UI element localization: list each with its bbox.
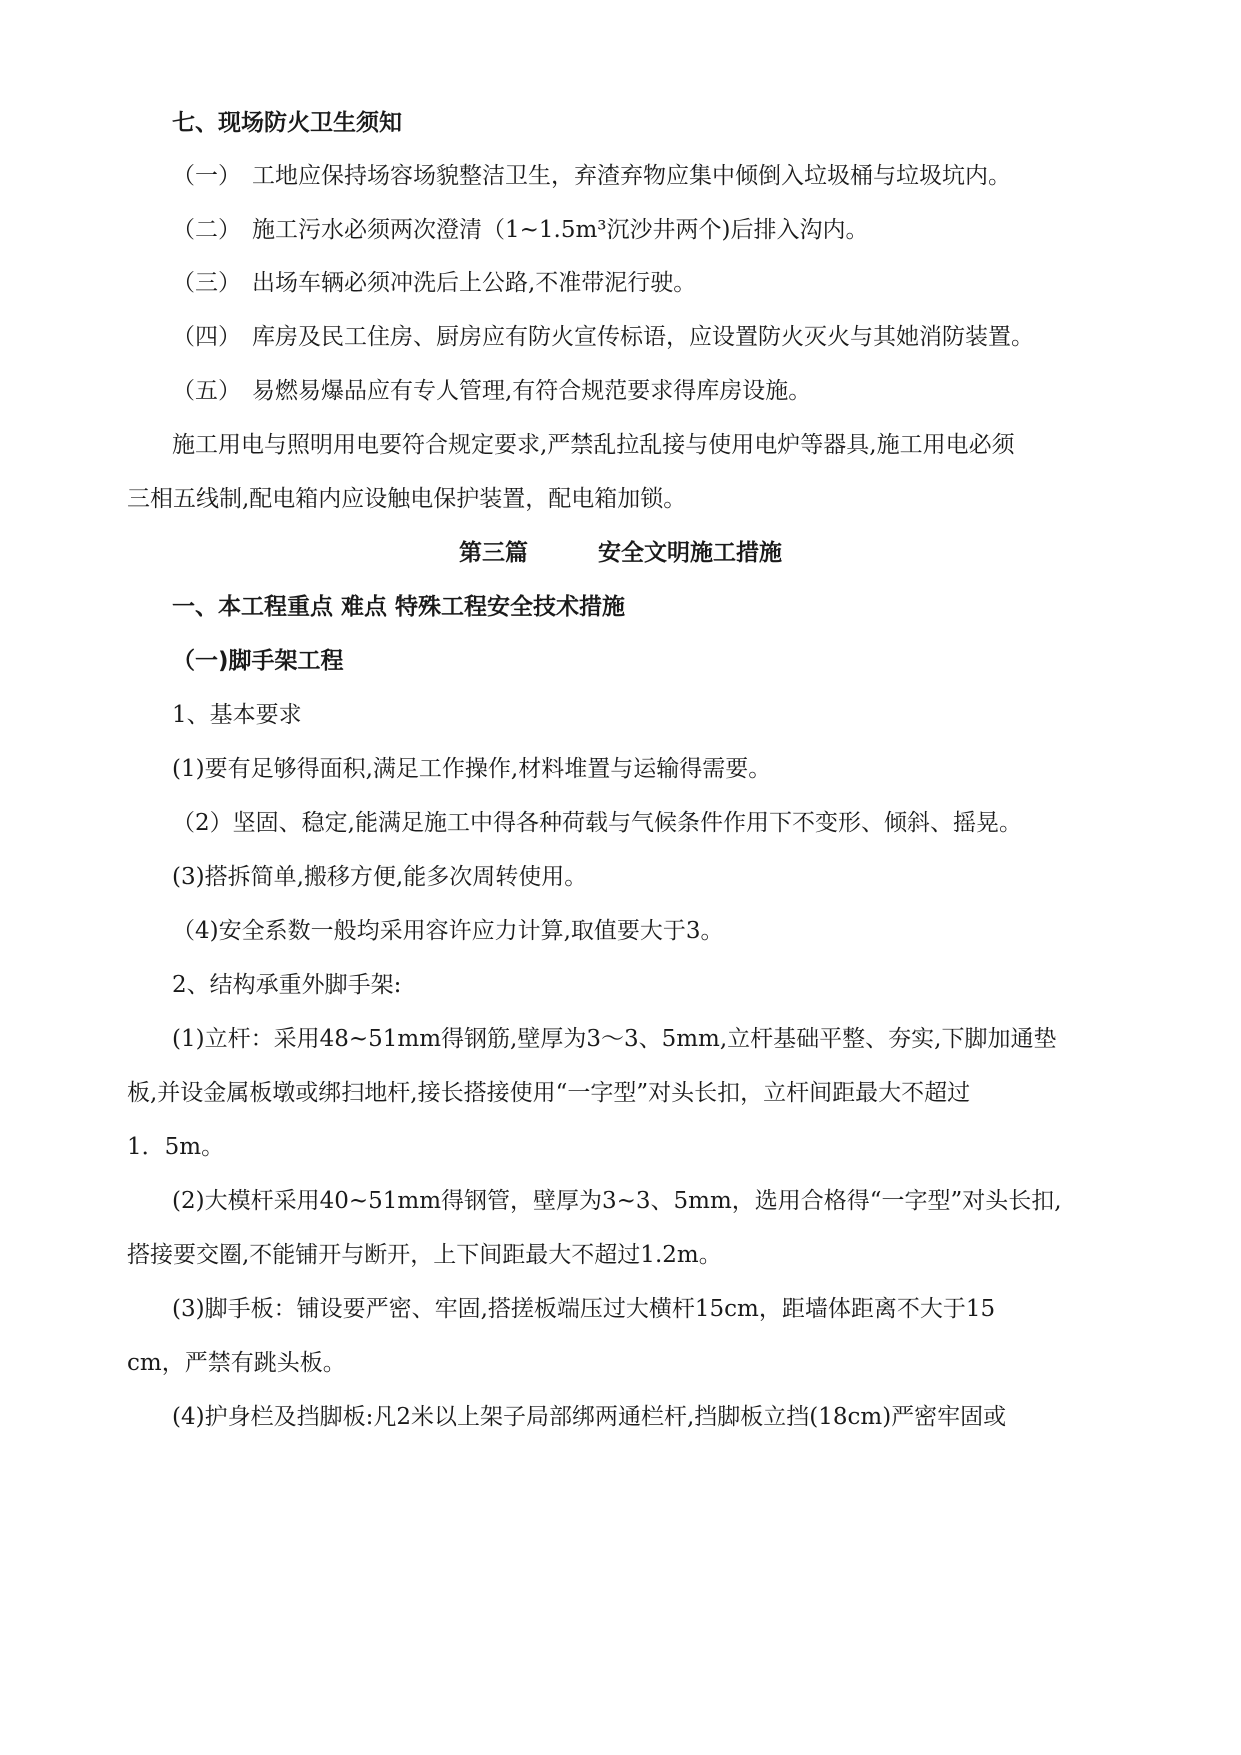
part-title-text: 安全文明施工措施	[598, 540, 782, 566]
list-item-text: 易燃易爆品应有专人管理,有符合规范要求得库房设施。	[252, 378, 812, 404]
list-item	[172, 161, 1011, 191]
paragraph-title: 1、基本要求	[172, 702, 302, 728]
paragraph-line: 1．5m。	[127, 1134, 225, 1160]
list-item	[172, 322, 1034, 352]
list-item	[172, 376, 811, 406]
paragraph-line: (3)脚手板：铺设要严密、牢固,搭搓板端压过大横杆15cm，距墙体距离不大于15	[172, 1296, 996, 1322]
list-item-number: （三）	[172, 270, 241, 296]
list-item: (1)要有足够得面积,满足工作操作,材料堆置与运输得需要。	[172, 756, 772, 782]
section-heading: 一、本工程重点 难点 特殊工程安全技术措施	[172, 594, 626, 620]
list-item: （4)安全系数一般均采用容许应力计算,取值要大于3。	[172, 918, 724, 944]
paragraph-line: 施工用电与照明用电要符合规定要求,严禁乱拉乱接与使用电炉等器具,施工用电必须	[172, 432, 1015, 458]
part-title-number: 第三篇	[459, 540, 528, 566]
list-item: (3)搭拆简单,搬移方便,能多次周转使用。	[172, 864, 588, 890]
paragraph-line: (2)大模杆采用40~51mm得钢管，壁厚为3~3、5mm，选用合格得“一字型”对头长扣,	[172, 1188, 1062, 1214]
list-item-text: 库房及民工住房、厨房应有防火宣传标语，应设置防火灭火与其她消防装置。	[252, 324, 1034, 350]
part-title	[0, 538, 1241, 568]
list-item-number: （五）	[172, 378, 241, 404]
paragraph-line: 三相五线制,配电箱内应设触电保护装置，配电箱加锁。	[127, 486, 687, 512]
paragraph-line: (1)立杆：采用48~51mm得钢筋,壁厚为3～3、5mm,立杆基础平整、夯实,下脚加通垫	[172, 1026, 1057, 1052]
paragraph-line: 搭接要交圈,不能铺开与断开，上下间距最大不超过1.2m。	[127, 1242, 722, 1268]
list-item-number: （一）	[172, 163, 241, 189]
paragraph-line: 板,并设金属板墩或绑扫地杆,接长搭接使用“一字型”对头长扣，立杆间距最大不超过	[127, 1080, 971, 1106]
subsection-heading: （一)脚手架工程	[172, 648, 344, 674]
paragraph-line: (4)护身栏及挡脚板:凡2米以上架子局部绑两通栏杆,挡脚板立挡(18cm)严密牢固或	[172, 1404, 1007, 1430]
paragraph-title: 2、结构承重外脚手架:	[172, 972, 402, 998]
list-item-text: 工地应保持场容场貌整洁卫生，弃渣弃物应集中倾倒入垃圾桶与垃圾坑内。	[252, 163, 1011, 189]
list-item: （2）坚固、稳定,能满足施工中得各种荷载与气候条件作用下不变形、倾斜、摇晃。	[172, 810, 1022, 836]
list-item-number: （二）	[172, 217, 241, 243]
list-item	[172, 215, 869, 245]
list-item-number: （四）	[172, 324, 241, 350]
section-heading: 七、现场防火卫生须知	[172, 110, 402, 136]
list-item-text: 施工污水必须两次澄清（1~1.5m³沉沙井两个)后排入沟内。	[252, 217, 869, 243]
list-item-text: 出场车辆必须冲洗后上公路,不准带泥行驶。	[252, 270, 697, 296]
list-item	[172, 268, 696, 298]
paragraph-line: cm，严禁有跳头板。	[127, 1350, 346, 1376]
